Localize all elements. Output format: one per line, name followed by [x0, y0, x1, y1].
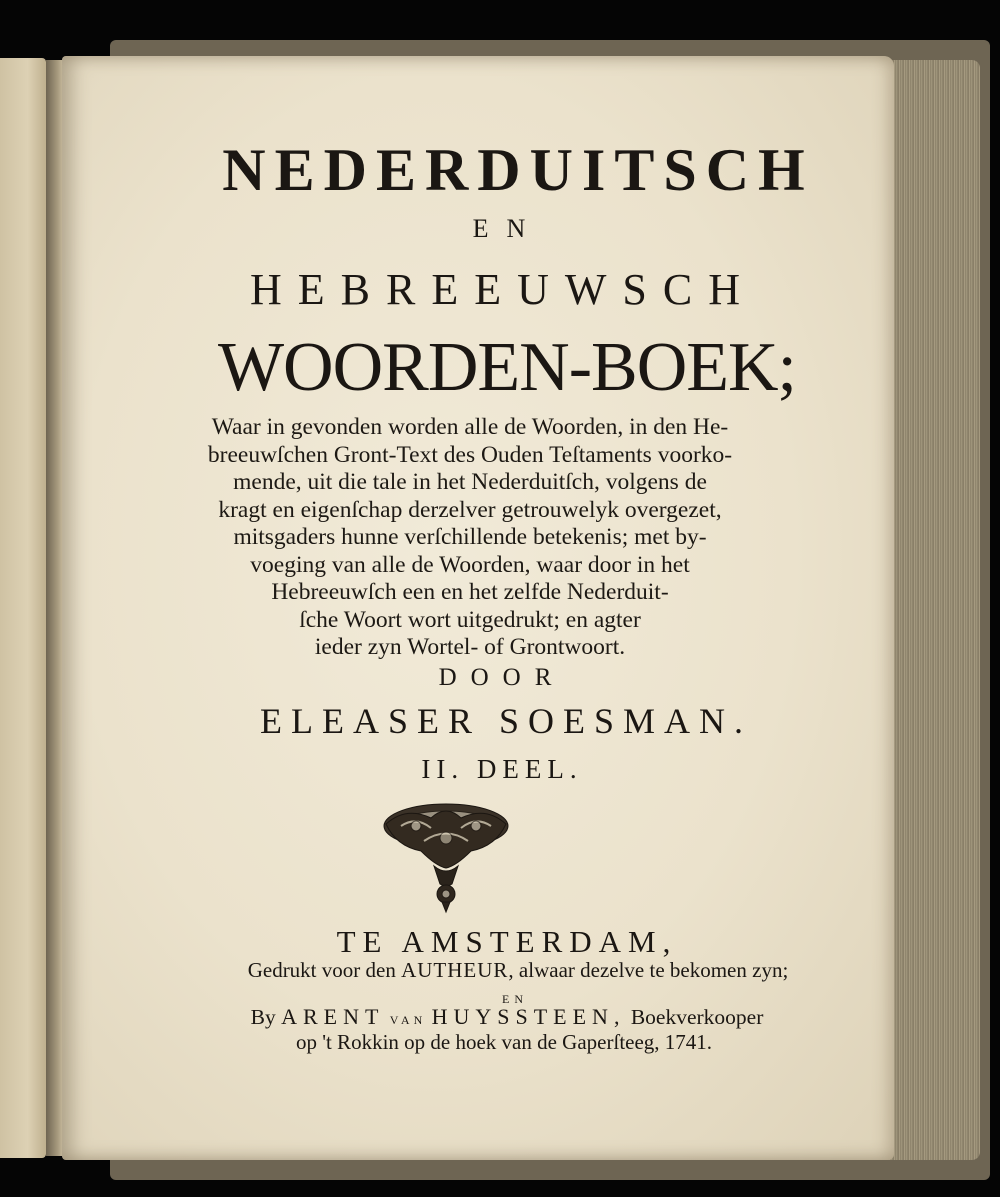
description-line: mende, uit die tale in het Nederduitſch, volgens de [233, 469, 707, 495]
imprint-conjunction: EN [502, 992, 528, 1006]
author-name: ELEASER SOESMAN. [259, 701, 753, 741]
description-line: Waar in gevonden worden alle de Woorden, in den He- [211, 414, 729, 440]
title-line-en: EN [472, 214, 544, 243]
printer-first-name: ARENT [281, 1004, 385, 1029]
description-line: breeuwſchen Gront-Text des Ouden Teſtaments voorko- [207, 441, 733, 468]
description-line: Hebreeuwſch een en het zelfde Nederduit- [271, 579, 669, 605]
imprint-autheur: AUTHEUR [401, 958, 509, 982]
imprint-printed-for [0, 958, 1000, 983]
title-line-hebreeuwsch: HEBREEUWSCH [250, 265, 756, 314]
subtitle-description [130, 414, 810, 662]
floral-vignette-icon [376, 796, 516, 916]
imprint-printer [0, 1004, 1000, 1030]
imprint-printed-tail: , alwaar dezelve te bekomen zyn; [508, 958, 789, 982]
description-line: ſche Woort wort uitgedrukt; en agter [299, 606, 641, 633]
description-line: voeging van alle de Woorden, waar door in het [250, 551, 690, 578]
description-line: mitsgaders hunne verſchillende betekenis; met by- [233, 524, 707, 550]
imprint-printed-lead: Gedrukt voor den [247, 958, 396, 982]
printer-last-name: HUYSSTEEN, [431, 1004, 626, 1029]
description-line: kragt en eigenſchap derzelver getrouwelyk overgezet, [218, 496, 722, 523]
printer-van: VAN [389, 1013, 427, 1027]
description-line: ieder zyn Wortel- of Grontwoort. [314, 634, 626, 660]
volume-part: II. DEEL. [421, 754, 583, 784]
author-prefix: DOOR [438, 664, 566, 691]
printer-trade: Boekverkooper [630, 1005, 764, 1029]
imprint-place: TE AMSTERDAM, [336, 924, 678, 959]
imprint-by: By [250, 1005, 276, 1029]
title-line-woordenboek: WOORDEN-BOEK; [217, 329, 797, 406]
title-line-nederduitsch: NEDERDUITSCH [222, 137, 814, 203]
imprint-address: op 't Rokkin op de hoek van de Gaperſteeg, 1741. [295, 1030, 713, 1054]
